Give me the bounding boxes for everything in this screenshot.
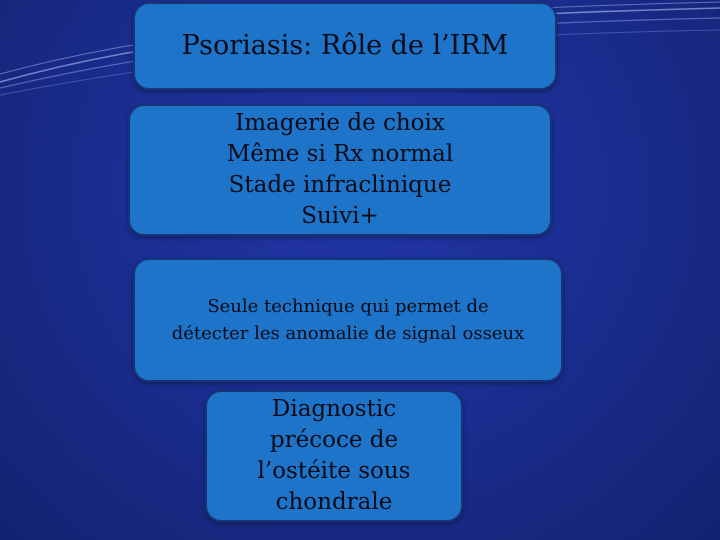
box1-line-2: Même si Rx normal xyxy=(226,141,454,167)
box2-line-2: détecter les anomalie de signal osseux xyxy=(171,323,525,344)
box3-line-4: chondrale xyxy=(275,489,393,515)
box3-line-1: Diagnostic xyxy=(271,396,397,422)
box1-line-3: Stade infraclinique xyxy=(228,172,452,198)
imaging-choice-box xyxy=(128,104,552,236)
bone-signal-box xyxy=(133,258,563,382)
box1-line-1: Imagerie de choix xyxy=(235,110,445,136)
early-diagnosis-box xyxy=(205,390,463,522)
title-box xyxy=(133,2,557,90)
slide-title: Psoriasis: Rôle de l’IRM xyxy=(181,30,509,61)
box3-line-2: précoce de xyxy=(269,427,399,453)
box2-line-1: Seule technique qui permet de xyxy=(207,296,489,317)
box3-line-3: l’ostéite sous xyxy=(257,458,411,484)
box1-line-4: Suivi+ xyxy=(301,203,379,229)
